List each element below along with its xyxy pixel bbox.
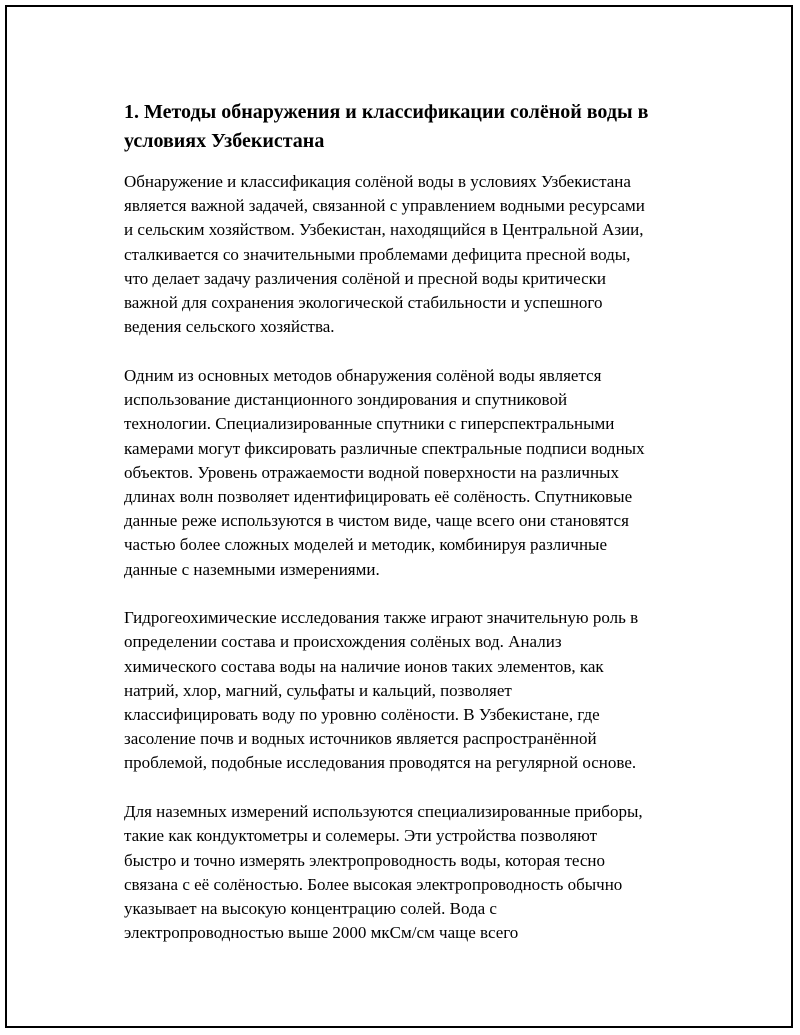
text-line: важной для сохранения экологической стабильности и успешного xyxy=(124,293,603,313)
text-line: указывает на высокую концентрацию солей. Вода с xyxy=(124,898,497,918)
text-line: данные с наземными измерениями. xyxy=(124,559,380,579)
text-line: проблемой, подобные исследования проводятся на регулярной основе. xyxy=(124,753,637,773)
section-heading xyxy=(124,98,694,156)
heading-line: условиях Узбекистана xyxy=(124,130,325,152)
text-line: Для наземных измерений используются специализированные приборы, xyxy=(124,802,643,822)
paragraph-2 xyxy=(124,364,694,582)
text-line: использование дистанционного зондирования и спутниковой xyxy=(124,390,568,410)
text-line: камерами могут фиксировать различные спектральные подписи водных xyxy=(124,438,645,458)
page-frame xyxy=(5,5,793,1028)
text-line: Гидрогеохимические исследования также играют значительную роль в xyxy=(124,608,639,628)
text-line: ведения сельского хозяйства. xyxy=(124,317,335,337)
text-line: данные реже используются в чистом виде, чаще всего они становятся xyxy=(124,511,629,531)
text-line: сталкивается со значительными проблемами дефицита пресной воды, xyxy=(124,244,631,264)
text-line: засоление почв и водных источников является распространённой xyxy=(124,729,597,749)
text-line: частью более сложных моделей и методик, комбинируя различные xyxy=(124,535,608,555)
text-line: Одним из основных методов обнаружения солёной воды является xyxy=(124,365,602,385)
document-body xyxy=(124,98,694,970)
text-line: определении состава и происхождения солёных вод. Анализ xyxy=(124,632,562,652)
text-line: что делает задачу различения солёной и пресной воды критически xyxy=(124,268,606,288)
text-line: является важной задачей, связанной с управлением водными ресурсами xyxy=(124,196,645,216)
heading-line: 1. Методы обнаружения и классификации солёной воды в xyxy=(124,101,649,123)
text-line: химического состава воды на наличие ионов таких элементов, как xyxy=(124,656,604,676)
text-line: быстро и точно измерять электропроводность воды, которая тесно xyxy=(124,850,606,870)
text-line: технологии. Специализированные спутники с гиперспектральными xyxy=(124,414,615,434)
text-line: такие как кондуктометры и солемеры. Эти устройства позволяют xyxy=(124,826,598,846)
text-line: натрий, хлор, магний, сульфаты и кальций, позволяет xyxy=(124,680,512,700)
text-line: классифицировать воду по уровню солёности. В Узбекистане, где xyxy=(124,705,600,725)
text-line: связана с её солёностью. Более высокая электропроводность обычно xyxy=(124,874,623,894)
text-line: электропроводностью выше 2000 мкСм/см чаще всего xyxy=(124,923,519,943)
paragraph-4 xyxy=(124,800,694,945)
text-line: Обнаружение и классификация солёной воды в условиях Узбекистана xyxy=(124,172,631,191)
paragraph-1 xyxy=(124,170,694,339)
text-line: длинах волн позволяет идентифицировать её солёность. Спутниковые xyxy=(124,486,633,506)
text-line: объектов. Уровень отражаемости водной поверхности на различных xyxy=(124,462,619,482)
paragraph-3 xyxy=(124,606,694,775)
text-line: и сельским хозяйством. Узбекистан, находящийся в Центральной Азии, xyxy=(124,220,644,240)
